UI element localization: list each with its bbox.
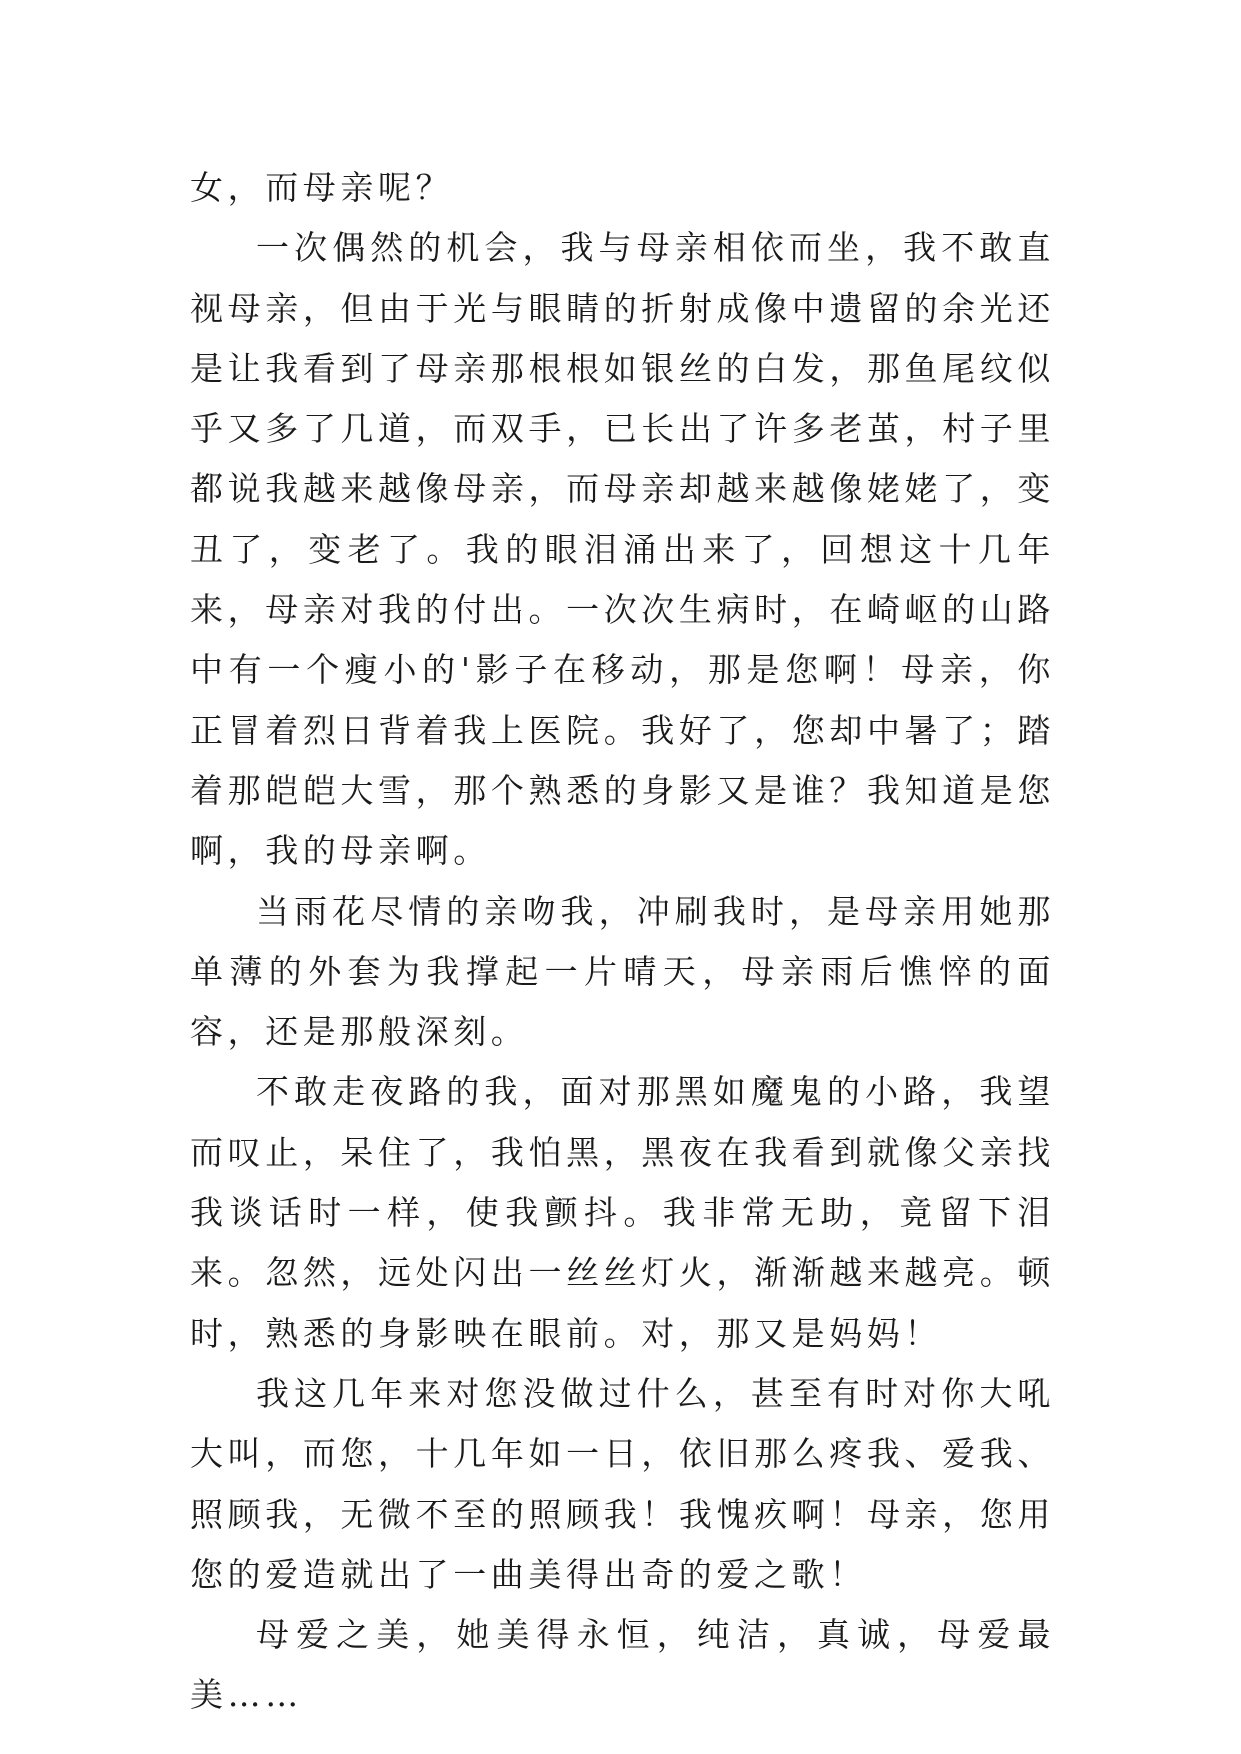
paragraph-5: 我这几年来对您没做过什么，甚至有时对你大吼大叫，而您，十几年如一日，依旧那么疼我、爱我、照顾我，无微不至的照顾我！我愧疚啊！母亲，您用您的爱造就出了一曲美得出奇的爱之歌！ <box>190 1373 1055 1594</box>
paragraph-6: 母爱之美，她美得永恒，纯洁，真诚，母爱最美…… <box>190 1615 1055 1715</box>
paragraph-4: 不敢走夜路的我，面对那黑如魔鬼的小路，我望而叹止，呆住了，我怕黑，黑夜在我看到就像父亲找我谈话时一样，使我颤抖。我非常无助，竟留下泪来。忽然，远处闪出一丝丝灯火，渐渐越来越亮。顿时，熟悉的身影映在眼前。对，那又是妈妈！ <box>190 1072 1055 1353</box>
paragraph-3: 当雨花尽情的亲吻我，冲刷我时，是母亲用她那单薄的外套为我撑起一片晴天，母亲雨后憔悴的面容，还是那般深刻。 <box>190 891 1055 1052</box>
paragraph-2: 一次偶然的机会，我与母亲相依而坐，我不敢直视母亲，但由于光与眼睛的折射成像中遗留的余光还是让我看到了母亲那根根如银丝的白发，那鱼尾纹似乎又多了几道，而双手，已长出了许多老茧，村子里都说我越来越像母亲，而母亲却越来越像姥姥了，变丑了，变老了。我的眼泪涌出来了，回想这十几年来，母亲对我的付出。一次次生病时，在崎岖的山路中有一个瘦小的'影子在移动，那是您啊！母亲，你正冒着烈日背着我上医院。我好了，您却中暑了；踏着那皑皑大雪，那个熟悉的身影又是谁？我知道是您啊，我的母亲啊。 <box>190 228 1055 871</box>
document-page <box>190 158 1055 1726</box>
paragraph-1: 女，而母亲呢？ <box>190 168 454 207</box>
